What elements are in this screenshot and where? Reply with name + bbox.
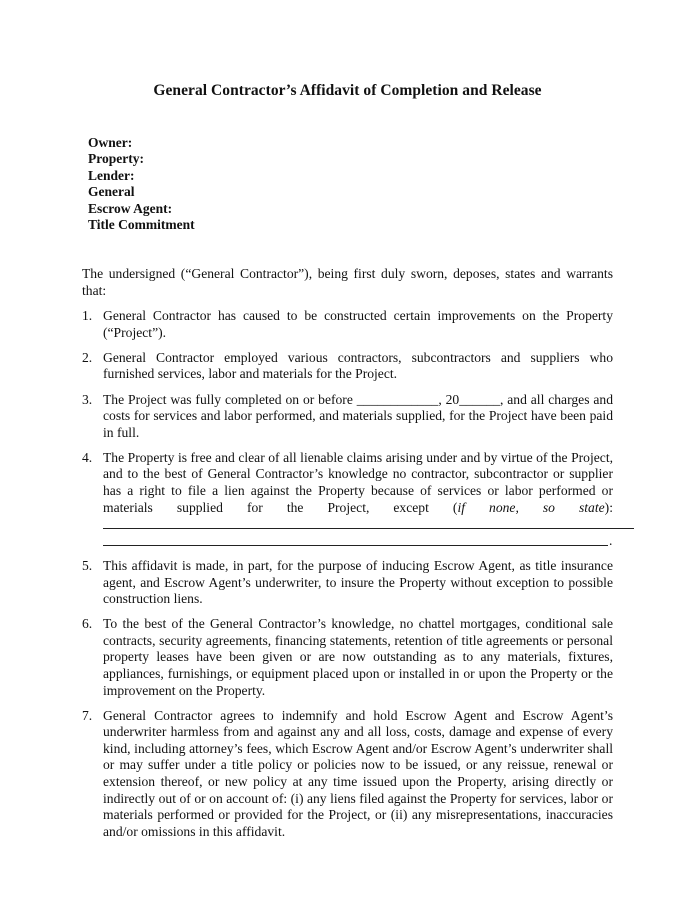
clause-text: This affidavit is made, in part, for the purpose of inducing Escrow Agent, as title insurance agent, and Escrow Agent’s underwriter, to insure the Property without exception to possible construction liens. xyxy=(103,557,613,607)
clause-text: General Contractor has caused to be constructed certain improvements on the Property (“Project”). xyxy=(103,308,613,340)
affidavit-body xyxy=(82,266,613,849)
paren-open: ( xyxy=(452,499,458,515)
clause-text xyxy=(103,450,613,550)
paren-close: ): xyxy=(604,499,613,515)
intro-paragraph: The undersigned (“General Contractor”), being first duly sworn, deposes, states and warrants that: xyxy=(82,266,613,298)
title-commitment-label: Title Commitment xyxy=(88,217,195,233)
clause-text-part: The Property is free and clear of all lienable claims arising under and by virtue of the Project, and to the best of General Contractor’s knowledge no contractor, subcontractor or supplier has a right to file a lien against the Property because of services or labor performed or materials supplied for the Project, except xyxy=(103,449,613,515)
property-label: Property: xyxy=(88,151,144,167)
owner-label: Owner: xyxy=(88,135,133,150)
clause-2 xyxy=(82,350,613,383)
clause-3 xyxy=(82,392,613,442)
clause-number: 5. xyxy=(82,557,93,573)
clause-text: General Contractor employed various contractors, subcontractors and suppliers who furnished services, labor and materials for the Project. xyxy=(103,349,613,382)
clause-text-main xyxy=(103,450,613,516)
completion-year-blank[interactable]: ______ xyxy=(459,391,500,407)
completion-date-blank[interactable]: ____________ xyxy=(356,391,439,407)
clause-number: 3. xyxy=(82,391,93,407)
clause-number: 1. xyxy=(82,308,93,324)
clause-text-part: The Project was fully completed on or before xyxy=(103,391,353,407)
clause-number: 6. xyxy=(82,616,93,632)
clause-6 xyxy=(82,616,613,699)
document-title: General Contractor’s Affidavit of Completion and Release xyxy=(153,82,542,99)
trailing-period: . xyxy=(609,532,613,548)
underline-rule xyxy=(103,545,608,546)
exceptions-blank-line-1[interactable] xyxy=(103,516,613,533)
clause-number: 7. xyxy=(82,707,93,723)
escrow-agent-label: Escrow Agent: xyxy=(88,201,173,217)
lender-label: Lender: xyxy=(88,167,135,183)
clause-number: 4. xyxy=(82,449,93,465)
clause-number: 2. xyxy=(82,349,93,365)
underline-rule xyxy=(103,528,634,529)
clause-5 xyxy=(82,558,613,608)
general-label: General xyxy=(88,183,135,199)
clause-7 xyxy=(82,708,613,841)
clause-text xyxy=(103,392,613,442)
exceptions-blank-line-2[interactable] xyxy=(103,533,613,550)
clause-4 xyxy=(82,450,613,550)
header-fields xyxy=(88,135,195,234)
clause-text-part: , 20 xyxy=(438,391,460,407)
italic-instruction: if none, so state xyxy=(457,499,605,515)
clause-1 xyxy=(82,308,613,341)
clause-text-part: , and all charges and costs for services and labor performed, and materials supplied, for the Project have been paid in full. xyxy=(103,391,613,440)
clause-text: General Contractor agrees to indemnify and hold Escrow Agent and Escrow Agent’s underwriter harmless from and against any and all loss, costs, damage and expense of every kind, including attorney’s fees, which Escrow Agent and/or Escrow Agent’s underwriter shall or may suffer under a title policy or policies now to be issued, or any reissue, renewal or extension thereof, or new policy at any time issued upon the Property, arising directly or indirectly out of or on account of: (i) any liens filed against the Property for services, labor or materials performed or provided for the Project, or (ii) any misrepresentations, inaccuracies and/or omissions in this affidavit. xyxy=(103,707,613,839)
clause-text: To the best of the General Contractor’s knowledge, no chattel mortgages, conditional sale contracts, security agreements, financing statements, retention of title agreements or personal property leases have been given or are now outstanding as to any materials, fixtures, appliances, furnishings, or equipment placed upon or installed in or upon the Property or the improvement on the Property. xyxy=(103,616,613,698)
